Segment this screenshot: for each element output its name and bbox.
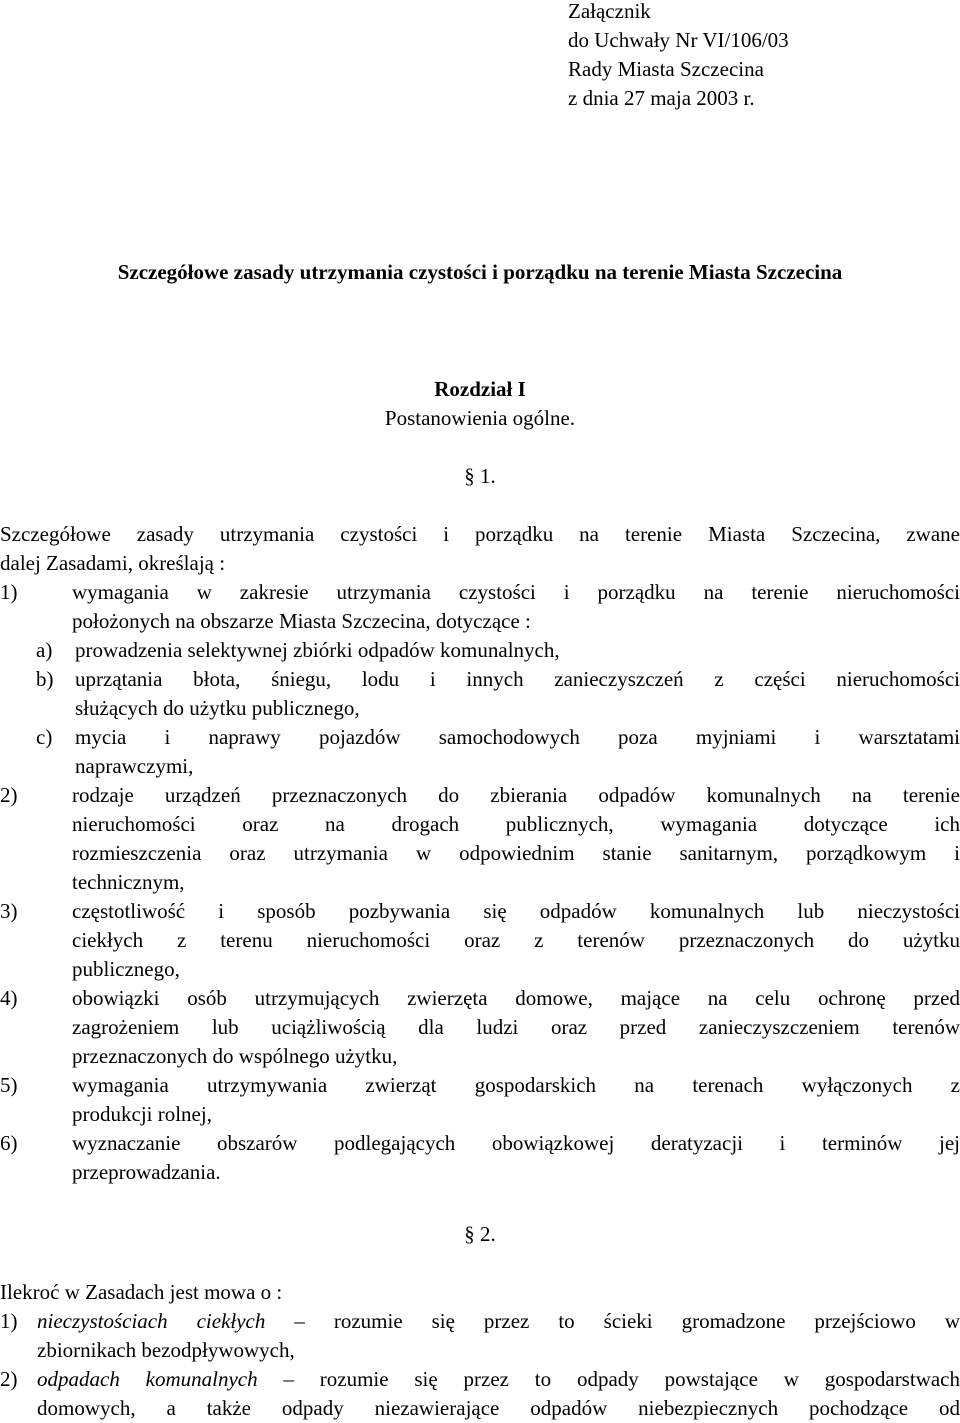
sub-list-item xyxy=(36,636,960,665)
header-line-council: Rady Miasta Szczecina xyxy=(568,57,764,81)
list-item xyxy=(0,984,960,1071)
section-2-body xyxy=(0,1278,960,1423)
list-item-number: 1) xyxy=(0,580,18,604)
attachment-header xyxy=(568,0,948,113)
list-item-text: obowiązki osób utrzymujących zwierzęta domowe, mające na celu ochronę przed xyxy=(72,986,960,1010)
list-item-number: 4) xyxy=(0,986,18,1010)
list-item-text: położonych na obszarze Miasta Szczecina, dotyczące : xyxy=(72,609,531,633)
list-item xyxy=(0,578,960,636)
definition-line xyxy=(37,1365,960,1394)
section-1-intro-line-2: dalej Zasadami, określają : xyxy=(0,551,226,575)
sub-item-letter: c) xyxy=(36,725,53,749)
sub-list-item xyxy=(36,665,960,723)
definition-item xyxy=(0,1365,960,1423)
definition-term: odpadach komunalnych xyxy=(37,1367,258,1391)
list-item-text: zagrożeniem lub uciążliwością dla ludzi oraz przed zanieczyszczeniem terenów xyxy=(72,1015,960,1039)
list-item-text: wyznaczanie obszarów podlegających obowiązkowej deratyzacji i terminów jej xyxy=(72,1131,960,1155)
list-item xyxy=(0,1129,960,1187)
list-item-text: ciekłych z terenu nieruchomości oraz z terenów przeznaczonych do użytku xyxy=(72,928,960,952)
list-item-text: wymagania utrzymywania zwierząt gospodarskich na terenach wyłączonych z xyxy=(72,1073,960,1097)
list-item xyxy=(0,1071,960,1129)
section-1-body xyxy=(0,520,960,1187)
list-item-text: produkcji rolnej, xyxy=(72,1102,212,1126)
list-item-number: 5) xyxy=(0,1073,18,1097)
document-title: Szczegółowe zasady utrzymania czystości i porządku na terenie Miasta Szczecina xyxy=(117,260,843,284)
sub-item-text: prowadzenia selektywnej zbiórki odpadów komunalnych, xyxy=(75,638,560,662)
sub-item-letter: a) xyxy=(36,638,53,662)
sub-item-text: mycia i naprawy pojazdów samochodowych poza myjniami i warsztatami xyxy=(75,725,960,749)
definition-text: – rozumie się przez to odpady powstające w gospodarstwach xyxy=(283,1367,960,1391)
list-item-text: nieruchomości oraz na drogach publicznych, wymagania dotyczące ich xyxy=(72,812,960,836)
list-item-text: rozmieszczenia oraz utrzymania w odpowiednim stanie sanitarnym, porządkowym i xyxy=(72,841,960,865)
chapter-name: Postanowienia ogólne. xyxy=(384,406,576,430)
list-item-text: przeprowadzania. xyxy=(72,1160,221,1184)
sub-item-text: uprzątania błota, śniegu, lodu i innych zanieczyszczeń z części nieruchomości xyxy=(75,667,960,691)
list-item-text: publicznego, xyxy=(72,957,180,981)
list-item-number: 6) xyxy=(0,1131,18,1155)
list-item-text: przeznaczonych do wspólnego użytku, xyxy=(72,1044,398,1068)
list-item xyxy=(0,781,960,897)
sub-item-letter: b) xyxy=(36,667,54,691)
header-line-date: z dnia 27 maja 2003 r. xyxy=(568,86,755,110)
header-line-resolution: do Uchwały Nr VI/106/03 xyxy=(568,28,789,52)
definition-term: nieczystościach ciekłych xyxy=(37,1309,266,1333)
list-item xyxy=(0,897,960,984)
definition-line xyxy=(37,1307,960,1336)
list-item-text: rodzaje urządzeń przeznaczonych do zbierania odpadów komunalnych na terenie xyxy=(72,783,960,807)
list-item-text: częstotliwość i sposób pozbywania się odpadów komunalnych lub nieczystości xyxy=(72,899,960,923)
definition-number: 1) xyxy=(0,1309,18,1333)
section-mark-2: § 2. xyxy=(464,1222,496,1246)
definition-item xyxy=(0,1307,960,1365)
header-line-attachment: Załącznik xyxy=(568,0,651,23)
definition-text: domowych, a także odpady niezawierające odpadów niebezpiecznych pochodzące od xyxy=(37,1396,960,1420)
definition-text: zbiornikach bezodpływowych, xyxy=(37,1338,295,1362)
chapter-number: Rozdział I xyxy=(434,377,526,401)
section-mark-1: § 1. xyxy=(464,464,496,488)
section-1-intro-line-1: Szczegółowe zasady utrzymania czystości i porządku na terenie Miasta Szczecina, zwane xyxy=(0,522,960,546)
sub-item-text: służących do użytku publicznego, xyxy=(75,696,360,720)
section-2-intro: Ilekroć w Zasadach jest mowa o : xyxy=(0,1280,283,1304)
sub-list-item xyxy=(36,723,960,781)
definition-text: – rozumie się przez to ścieki gromadzone przejściowo w xyxy=(294,1309,960,1333)
list-item-number: 3) xyxy=(0,899,18,923)
list-item-text: technicznym, xyxy=(72,870,185,894)
definition-number: 2) xyxy=(0,1367,18,1391)
list-item-number: 2) xyxy=(0,783,18,807)
sub-item-text: naprawczymi, xyxy=(75,754,194,778)
list-item-text: wymagania w zakresie utrzymania czystości i porządku na terenie nieruchomości xyxy=(72,580,960,604)
